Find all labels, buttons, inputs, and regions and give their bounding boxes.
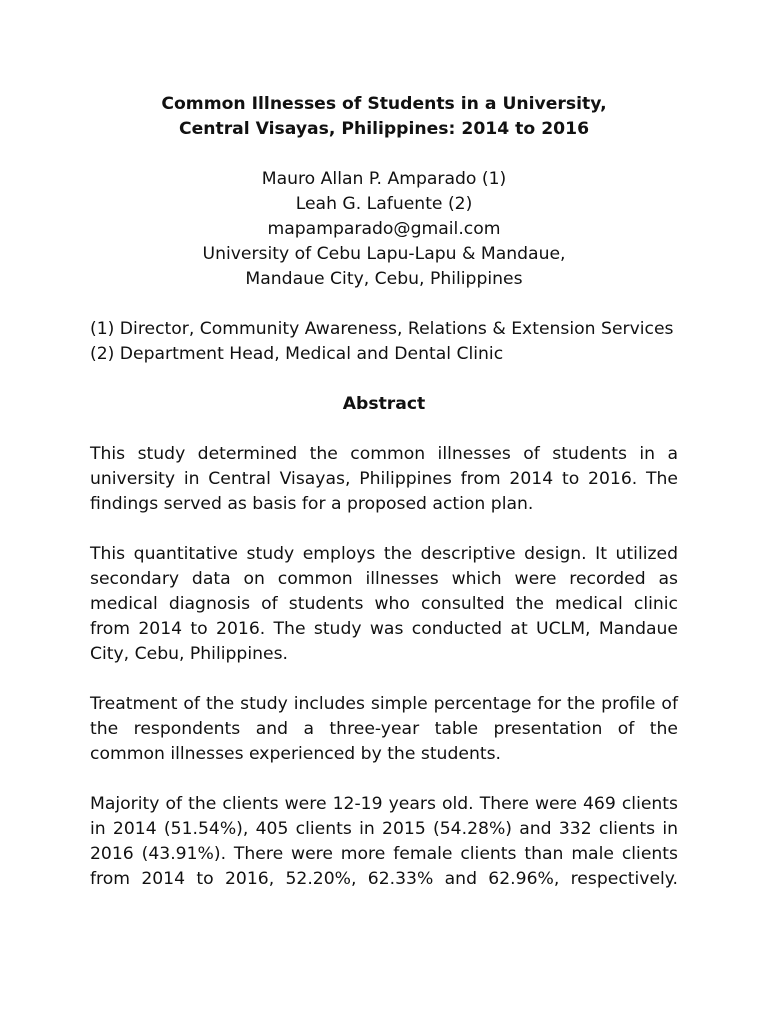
- document-page: [90, 92, 678, 892]
- institution-line-1: University of Cebu Lapu-Lapu & Mandaue,: [202, 244, 566, 264]
- author-email: mapamparado@gmail.com: [267, 219, 501, 239]
- author-name-1: Mauro Allan P. Amparado (1): [261, 169, 507, 189]
- abstract-paragraph-1: This study determined the common illnesses of students in a university in Central Visayas, Philippines from 2014 to 2016. The findings served as basis for a proposed action plan.: [90, 444, 678, 514]
- abstract-paragraph-4: Majority of the clients were 12-19 years old. There were 469 clients in 2014 (51.54%), 405 clients in 2015 (54.28%) and 332 clients in 2016 (43.91%). There were more female clients than male clients from 2014 to 2016, 52.20%, 62.33% and 62.96%, respectively.: [90, 794, 678, 889]
- institution-line-2: Mandaue City, Cebu, Philippines: [245, 269, 523, 289]
- affiliation-note-1: (1) Director, Community Awareness, Relations & Extension Services: [90, 319, 674, 339]
- author-name-2: Leah G. Lafuente (2): [295, 194, 473, 214]
- paper-title-line-2: Central Visayas, Philippines: 2014 to 2016: [178, 119, 590, 139]
- abstract-paragraph-3: Treatment of the study includes simple percentage for the profile of the respondents and a three-year table presentation of the common illnesses experienced by the students.: [90, 694, 678, 764]
- abstract-heading: Abstract: [342, 394, 426, 414]
- affiliation-notes: [90, 317, 678, 367]
- paper-title: [90, 92, 678, 142]
- paper-title-line-1: Common Illnesses of Students in a University,: [161, 94, 607, 114]
- affiliation-note-2: (2) Department Head, Medical and Dental Clinic: [90, 344, 504, 364]
- author-block: [90, 167, 678, 292]
- abstract-paragraph-2: This quantitative study employs the descriptive design. It utilized secondary data on common illnesses which were recorded as medical diagnosis of students who consulted the medical clinic from 2014 to 2016. The study was conducted at UCLM, Mandaue City, Cebu, Philippines.: [90, 544, 678, 664]
